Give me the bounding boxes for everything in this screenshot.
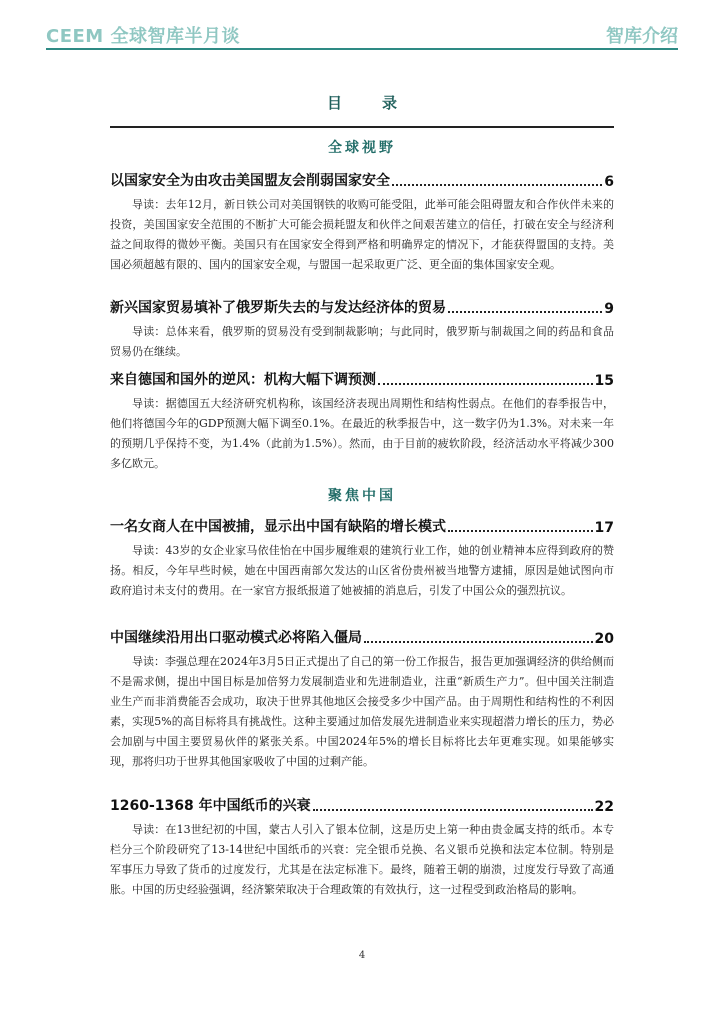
toc-entry-page: 20 xyxy=(594,631,614,647)
toc-entry-title[interactable]: 1260-1368 年中国纸币的兴衰 xyxy=(110,798,311,814)
toc-entry-abstract: 导读：李强总理在2024年3月5日正式提出了自己的第一份工作报告，报告更加强调经济的供给侧而不是需求侧，提出中国目标是加倍努力发展制造业和先进制造业，注重“新质生产力”。但中国关注制造业生产而非消费能否会成功，取决于世界其他地区会接受多少中国产品。由于周期性和结构性的不利因素，实现5%的高目标将具有挑战性。这种主要通过加倍发展先进制造业来实现超潜力增长的压力，势必会加剧与中国主要贸易伙伴的紧张关系。中国2024年5%的增长目标将比去年更难实现。如果能够实现，那将归功于世界其他国家吸收了中国的过剩产能。 xyxy=(110,655,614,768)
toc-entry[interactable] xyxy=(110,297,614,317)
toc-entry-abstract: 导读：在13世纪初的中国，蒙古人引入了银本位制，这是历史上第一种由贵金属支持的纸币。本专栏分三个阶段研究了13-14世纪中国纸币的兴衰：完全银币兑换、名义银币兑换和法定本位制。特别是军事压力导致了货币的过度发行，尤其是在法定标准下。最终，随着王朝的崩溃，过度发行导致了高通胀。中国的历史经验强调，经济繁荣取决于合理政策的有效执行，这一过程受到政治格局的影响。 xyxy=(110,823,614,896)
toc-entry-page: 9 xyxy=(604,301,614,317)
toc-entry-page: 22 xyxy=(594,799,614,815)
toc-divider xyxy=(110,126,614,128)
toc-entry[interactable] xyxy=(110,170,614,190)
toc-entry-title[interactable]: 中国继续沿用出口驱动模式必将陷入僵局 xyxy=(110,630,362,646)
toc-title: 目录 xyxy=(326,94,437,112)
section-heading-china: 聚焦中国 xyxy=(328,488,396,504)
page-number: 4 xyxy=(358,950,366,961)
toc-entry-abstract: 导读：43岁的女企业家马依佳怡在中国步履维艰的建筑行业工作，她的创业精神本应得到政府的赞扬。相反，今年早些时候，她在中国西南部欠发达的山区省份贵州被当地警方逮捕，原因是她试图向市政府追讨未支付的费用。在一家官方报纸报道了她被捕的消息后，引发了中国公众的强烈抗议。 xyxy=(110,544,614,597)
toc-entry-title[interactable]: 来自德国和国外的逆风：机构大幅下调预测 xyxy=(110,372,376,388)
toc-leader-dots xyxy=(364,641,593,643)
toc-entry-page: 6 xyxy=(604,174,614,190)
toc-entry-page: 17 xyxy=(594,520,614,536)
toc-entry-abstract: 导读：据德国五大经济研究机构称，该国经济表现出周期性和结构性弱点。在他们的春季报告中，他们将德国今年的GDP预测大幅下调至0.1%。在最近的秋季报告中，这一数字仍为1.3%。对未来一年的预期几乎保持不变，为1.4%（此前为1.5%）。然而，由于目前的疲软阶段，经济活动水平将减少300多亿欧元。 xyxy=(110,397,614,470)
toc-entry-page: 15 xyxy=(594,373,614,389)
toc-entry[interactable] xyxy=(110,795,614,815)
toc-leader-dots xyxy=(378,383,593,385)
toc-entry-abstract: 导读：去年12月，新日铁公司对美国钢铁的收购可能受阻，此举可能会阻碍盟友和合作伙伴未来的投资，美国国家安全范围的不断扩大可能会损耗盟友和伙伴之间艰苦建立的信任，打破在安全与经济利益之间取得的微妙平衡。美国只有在国家安全得到严格和明确界定的情况下，才能获得盟国的支持。美国必须超越有限的、国内的国家安全观，与盟国一起采取更广泛、更全面的集体国家安全观。 xyxy=(110,198,614,271)
toc-leader-dots xyxy=(448,530,593,532)
toc-entry-abstract: 导读：总体来看，俄罗斯的贸易没有受到制裁影响；与此同时，俄罗斯与制裁国之间的药品和食品贸易仍在继续。 xyxy=(110,325,614,358)
toc-leader-dots xyxy=(313,809,593,811)
header-brand: CEEM 全球智库半月谈 xyxy=(46,26,240,47)
section-heading-global: 全球视野 xyxy=(328,140,396,156)
toc-leader-dots xyxy=(392,184,602,186)
header-section: 智库介绍 xyxy=(606,26,678,47)
toc-entry-title[interactable]: 一名女商人在中国被捕，显示出中国有缺陷的增长模式 xyxy=(110,519,446,535)
toc-entry[interactable] xyxy=(110,516,614,536)
toc-entry[interactable] xyxy=(110,369,614,389)
toc-leader-dots xyxy=(448,311,602,313)
toc-entry-title[interactable]: 以国家安全为由攻击美国盟友会削弱国家安全 xyxy=(110,173,390,189)
toc-entry-title[interactable]: 新兴国家贸易填补了俄罗斯失去的与发达经济体的贸易 xyxy=(110,300,446,316)
toc-entry[interactable] xyxy=(110,627,614,647)
page-header xyxy=(46,22,678,50)
